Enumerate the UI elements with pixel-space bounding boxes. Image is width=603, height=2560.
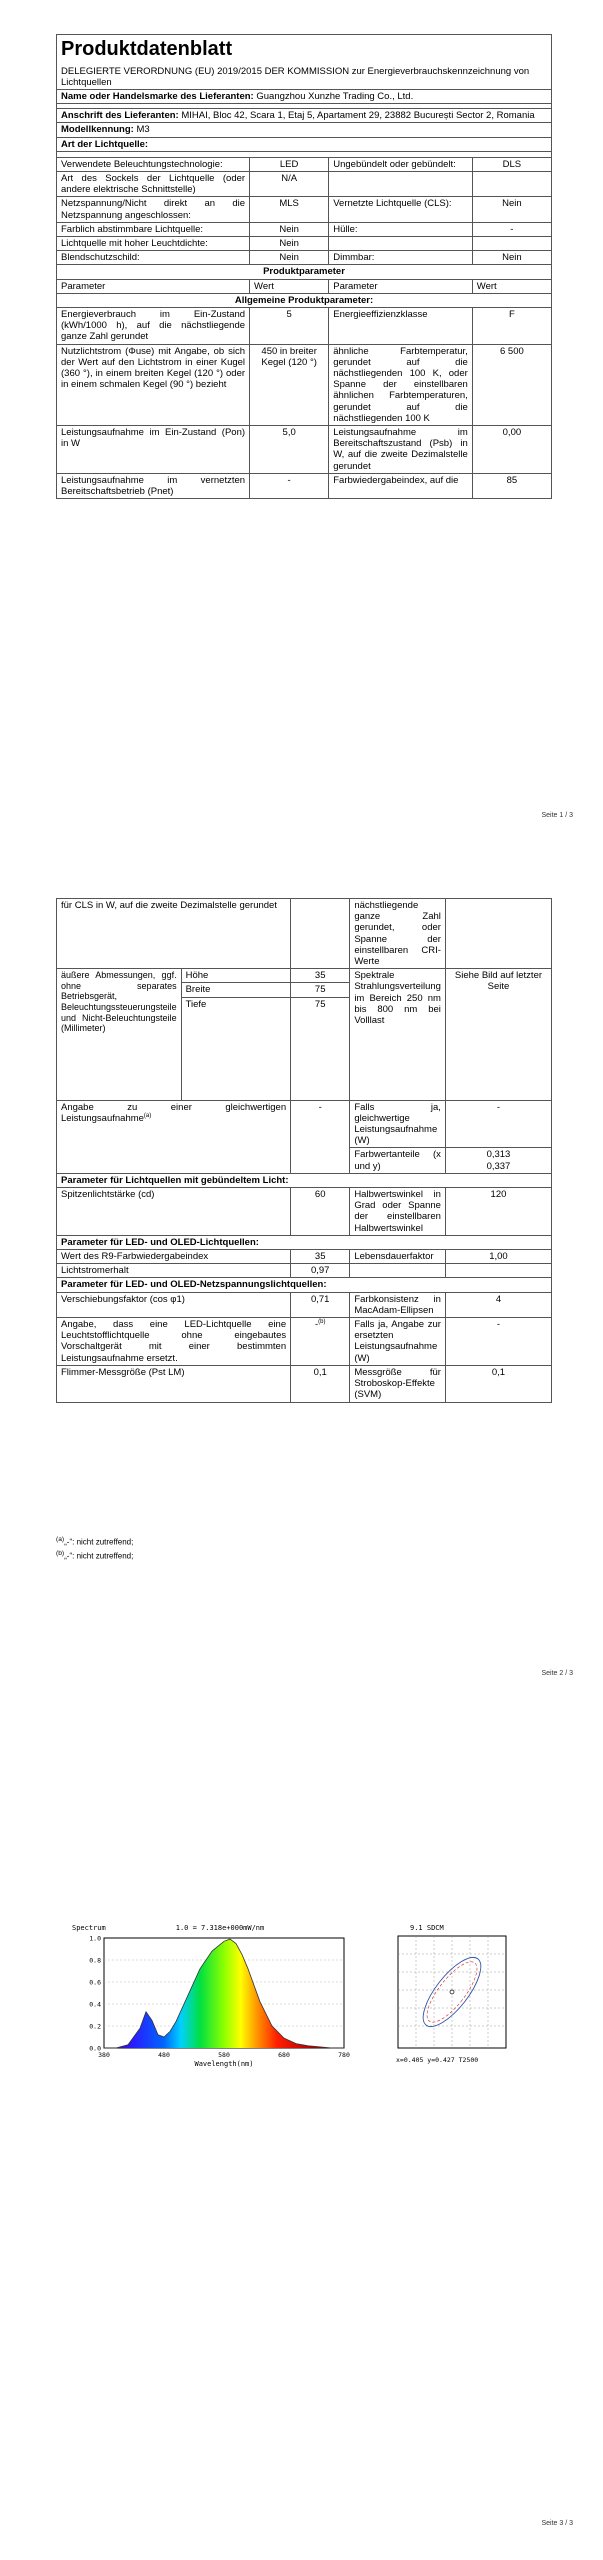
chromaticity-label: Farbwertanteile (x und y) — [350, 1148, 446, 1173]
footnote-a: $^{(a)}$„-“: nicht zutreffend; — [56, 1536, 134, 1547]
row-value: F — [472, 308, 551, 345]
spectrum-xlabel: Wavelength(nm) — [194, 2060, 254, 2068]
row-value: - — [445, 1318, 551, 1366]
page-number: Seite 3 / 3 — [541, 2520, 573, 2527]
row-label — [329, 172, 473, 197]
supplier-name: Guangzhou Xunzhe Trading Co., Ltd. — [256, 91, 414, 102]
row-value: 120 — [445, 1188, 551, 1236]
row-label: Dimmbar: — [329, 251, 473, 265]
row-label: Halbwertswinkel in Grad oder Spanne der einstellbaren Halbwertswinkel — [350, 1188, 446, 1236]
table-row — [57, 222, 552, 236]
directional-heading: Parameter für Lichtquellen mit gebündeltem Licht: — [57, 1173, 552, 1187]
table-row — [57, 1264, 552, 1278]
row-value: 4 — [445, 1292, 551, 1317]
table-row — [57, 1292, 552, 1317]
row-label: Falls ja, Angabe zur ersetzten Leistungsaufnahme (W) — [350, 1318, 446, 1366]
dimensions-label: äußere Abmessungen, ggf. ohne separates Betriebsgerät, Beleuchtungssteuerungsteile und Nicht-Beleuchtungsteile (Millimeter) — [57, 969, 182, 1100]
page-title: Produktdatenblatt — [57, 35, 552, 65]
row-label: Farbkonsistenz in MacAdam-Ellipsen — [350, 1292, 446, 1317]
row-value: 0,1 — [445, 1365, 551, 1402]
x-tick-label: 480 — [158, 2051, 170, 2059]
datasheet-table-2 — [56, 898, 552, 1403]
row-value: 0,71 — [291, 1292, 350, 1317]
footnotes — [56, 1535, 133, 1564]
row-value: Nein — [250, 237, 329, 251]
chromaticity-readout: x=0.405 y=0.427 T2500 — [396, 2056, 479, 2064]
row-label: Lichtquelle mit hoher Leuchtdichte: — [57, 237, 250, 251]
dimension-value: 35 — [291, 969, 350, 983]
row-value: 5 — [250, 308, 329, 345]
x-tick-label: 780 — [338, 2051, 350, 2059]
table-row — [57, 1188, 552, 1236]
table-row — [57, 473, 552, 498]
table-row — [57, 197, 552, 222]
table-row — [57, 237, 552, 251]
row-value — [472, 172, 551, 197]
row-label: Vernetzte Lichtquelle (CLS): — [329, 197, 473, 222]
y-tick-label: 0.6 — [89, 1978, 101, 1987]
model-label: Modellkennung: — [61, 124, 134, 136]
x-tick-label: 580 — [218, 2051, 230, 2059]
row-label: Wert des R9-Farbwiedergabeindex — [57, 1250, 291, 1264]
table-row — [57, 426, 552, 474]
row-label: Energieverbrauch im Ein-Zustand (kWh/1000 h), auf die nächstliegende ganze Zahl gerundet — [57, 308, 250, 345]
page-2 — [0, 870, 603, 1730]
row-value: 6 500 — [472, 344, 551, 425]
spectrum-scale-note: 1.0 = 7.318e+000mW/nm — [175, 1924, 265, 1932]
row-label: Blendschutzschild: — [57, 251, 250, 265]
page-number: Seite 2 / 3 — [541, 1670, 573, 1677]
regulation-subtitle: DELEGIERTE VERORDNUNG (EU) 2019/2015 DER KOMMISSION zur Energieverbrauchskennzeichnung von Lichtquellen — [57, 65, 552, 90]
y-tick-label: 0.8 — [89, 1956, 101, 1965]
row-label: nächstliegende ganze Zahl gerundet, oder Spanne der einstellbaren CRI-Werte — [350, 899, 446, 969]
chromaticity-values: 0,313 0,337 — [445, 1148, 551, 1173]
x-tick-label: 680 — [278, 2051, 290, 2059]
row-value — [472, 237, 551, 251]
row-value: 1,00 — [445, 1250, 551, 1264]
row-value: 5,0 — [250, 426, 329, 474]
spectral-distribution-value: Siehe Bild auf letzter Seite — [445, 969, 551, 1100]
row-value: - — [472, 222, 551, 236]
row-label: Farblich abstimmbare Lichtquelle: — [57, 222, 250, 236]
page-number: Seite 1 / 3 — [541, 812, 573, 819]
row-value: 450 in breiter Kegel (120 °) — [250, 344, 329, 425]
light-source-type-heading: Art der Lichtquelle: — [57, 137, 552, 151]
supplier-address: MIHAI, Bloc 42, Scara 1, Etaj 5, Apartament 29, 23882 București Sector 2, Romania — [181, 110, 535, 122]
row-label: Verschiebungsfaktor (cos φ1) — [57, 1292, 291, 1317]
row-value: Nein — [250, 251, 329, 265]
row-value: - — [250, 473, 329, 498]
row-value: N/A — [250, 172, 329, 197]
chromaticity-title: 9.1 SDCM — [410, 1924, 444, 1932]
general-parameters-heading: Allgemeine Produktparameter: — [57, 293, 552, 307]
row-label: Art des Sockels der Lichtquelle (oder andere elektrische Schnittstelle) — [57, 172, 250, 197]
chromaticity-chart — [390, 1920, 520, 2070]
row-value: MLS — [250, 197, 329, 222]
row-value: DLS — [472, 157, 551, 171]
spectral-distribution-label: Spektrale Strahlungsverteilung im Bereich 250 nm bis 800 nm bei Volllast — [350, 969, 446, 1100]
row-label: Flimmer-Messgröße (Pst LM) — [57, 1365, 291, 1402]
equivalent-power-w-value: - — [445, 1100, 551, 1148]
row-label: Lichtstromerhalt — [57, 1264, 291, 1278]
row-value: 0,97 — [291, 1264, 350, 1278]
datasheet-table-1 — [56, 34, 552, 499]
column-header: Wert — [472, 279, 551, 293]
row-label: Hülle: — [329, 222, 473, 236]
column-header: Parameter — [329, 279, 473, 293]
row-label: Netzspannung/Nicht direkt an die Netzspannung angeschlossen: — [57, 197, 250, 222]
led-heading: Parameter für LED- und OLED-Lichtquellen: — [57, 1235, 552, 1249]
dimension-label: Höhe — [181, 969, 291, 983]
dimension-value: 75 — [291, 983, 350, 997]
supplier-address-row — [57, 109, 552, 123]
row-value: LED — [250, 157, 329, 171]
y-tick-label: 1.0 — [89, 1934, 101, 1943]
row-label: Energieeffizienzklasse — [329, 308, 473, 345]
row-label: für CLS in W, auf die zweite Dezimalstelle gerundet — [57, 899, 291, 969]
row-label: Leistungsaufnahme im vernetzten Bereitschaftsbetrieb (Pnet) — [57, 473, 250, 498]
row-value: Nein — [472, 251, 551, 265]
table-row — [57, 344, 552, 425]
row-label: Ungebündelt oder gebündelt: — [329, 157, 473, 171]
mains-heading: Parameter für LED- und OLED-Netzspannungslichtquellen: — [57, 1278, 552, 1292]
model-value: M3 — [136, 124, 150, 136]
spectrum-area — [104, 1939, 344, 2048]
spectrum-ylabel: Spectrum — [72, 1924, 106, 1932]
supplier-name-row — [57, 90, 552, 104]
row-value: 85 — [472, 473, 551, 498]
table-row — [57, 308, 552, 345]
table-row — [57, 969, 552, 983]
product-parameters-heading: Produktparameter — [57, 265, 552, 279]
row-label — [329, 237, 473, 251]
column-header-row — [57, 279, 552, 293]
row-label: Leistungsaufnahme im Ein-Zustand (Pon) in W — [57, 426, 250, 474]
model-row — [57, 123, 552, 137]
page-1 — [0, 0, 603, 870]
equivalent-power-value: - — [291, 1100, 350, 1173]
row-value: 0,1 — [291, 1365, 350, 1402]
y-tick-label: 0.4 — [89, 2000, 101, 2009]
y-tick-label: 0.2 — [89, 2022, 101, 2031]
table-row — [57, 1365, 552, 1402]
spectrum-chart — [70, 1920, 360, 2070]
column-header: Wert — [250, 279, 329, 293]
row-value: Nein — [472, 197, 551, 222]
row-label: Messgröße für Stroboskop-Effekte (SVM) — [350, 1365, 446, 1402]
dimension-label: Breite — [181, 983, 291, 997]
row-value: 35 — [291, 1250, 350, 1264]
page-3 — [0, 1730, 603, 2560]
footnote-b: $^{(b)}$„-“: nicht zutreffend; — [56, 1550, 134, 1562]
table-row — [57, 1318, 552, 1366]
equivalent-power-label: Angabe zu einer gleichwertigen Leistungsaufnahme$^{(a)}$ — [57, 1100, 291, 1173]
row-label: Leistungsaufnahme im Bereitschaftszustand (Psb) in W, auf die zweite Dezimalstelle gerundet — [329, 426, 473, 474]
row-label: Nutzlichtstrom (Φuse) mit Angabe, ob sich der Wert auf den Lichtstrom in einer Kugel (360 °), in einem breiten Kegel (120 °) oder in einem schmalen Kegel (90 °) bezieht — [57, 344, 250, 425]
row-value: 0,00 — [472, 426, 551, 474]
dimension-label: Tiefe — [181, 997, 291, 1100]
row-value: -$^{(b)}$ — [291, 1318, 350, 1366]
table-row — [57, 251, 552, 265]
row-value: 60 — [291, 1188, 350, 1236]
supplier-name-label: Name oder Handelsmarke des Lieferanten: — [61, 91, 254, 102]
table-row — [57, 1250, 552, 1264]
row-label: Lebensdauerfaktor — [350, 1250, 446, 1264]
equivalent-power-w-label: Falls ja, gleichwertige Leistungsaufnahme (W) — [350, 1100, 446, 1148]
y-tick-label: 0.0 — [89, 2044, 101, 2053]
column-header: Parameter — [57, 279, 250, 293]
row-value: Nein — [250, 222, 329, 236]
table-row — [57, 172, 552, 197]
chromaticity-point — [450, 1990, 454, 1994]
row-label: Verwendete Beleuchtungstechnologie: — [57, 157, 250, 171]
x-tick-label: 380 — [98, 2051, 110, 2059]
row-label: Spitzenlichtstärke (cd) — [57, 1188, 291, 1236]
dimension-value: 75 — [291, 997, 350, 1100]
table-row — [57, 157, 552, 171]
table-row — [57, 1100, 552, 1148]
table-row — [57, 899, 552, 969]
supplier-address-label: Anschrift des Lieferanten: — [61, 110, 179, 122]
row-label: Angabe, dass eine LED-Lichtquelle eine Leuchtstofflichtquelle ohne eingebautes Vorschaltgerät mit einer bestimmten Leistungsaufnahme ersetzt. — [57, 1318, 291, 1366]
row-label: ähnliche Farbtemperatur, gerundet auf die nächstliegenden 100 K, oder Spanne der einstellbaren ähnlichen Farbtemperaturen, gerundet auf die nächstliegenden 100 K — [329, 344, 473, 425]
row-label: Farbwiedergabeindex, auf die — [329, 473, 473, 498]
